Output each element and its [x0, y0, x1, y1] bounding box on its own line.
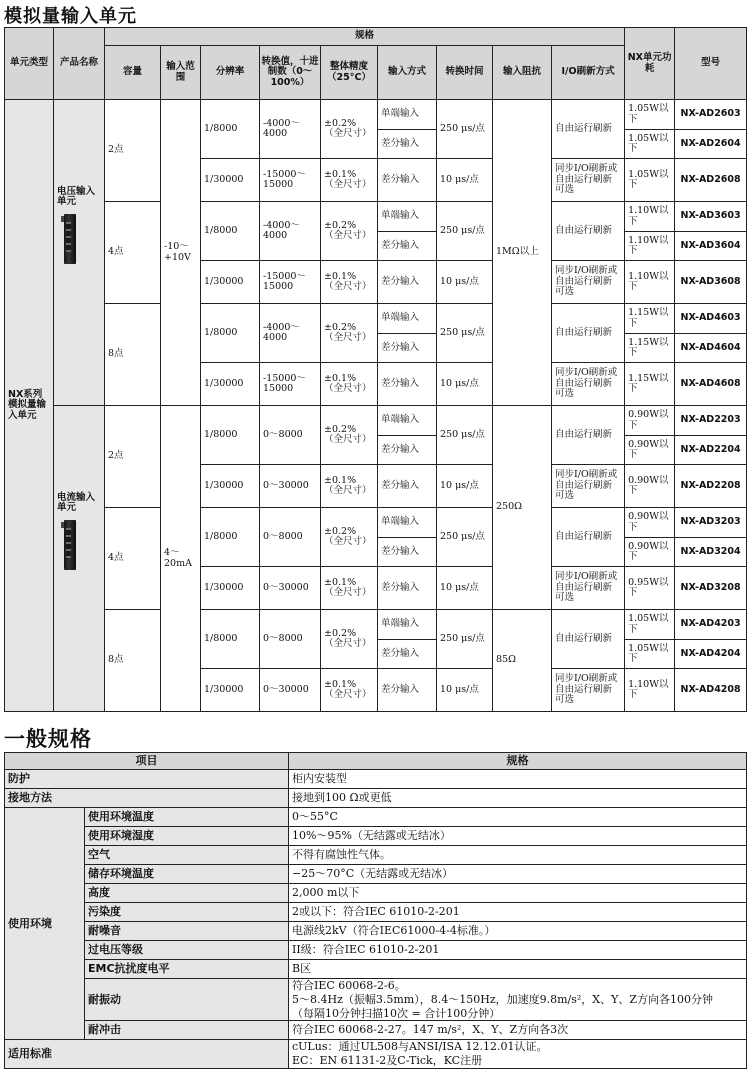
- header-capacity: 容量: [105, 46, 161, 100]
- input-method-cell: 差分输入: [378, 232, 437, 261]
- section-title-general-spec: 一般规格: [4, 727, 92, 751]
- header-item: 项目: [5, 753, 289, 770]
- power-cell: 1.05W以下: [625, 130, 675, 159]
- resolution-cell: 1/30000: [201, 669, 260, 712]
- power-cell: 0.90W以下: [625, 538, 675, 567]
- resolution-cell: 1/8000: [201, 406, 260, 465]
- input-method-cell: 差分输入: [378, 538, 437, 567]
- input-method-cell: 差分输入: [378, 669, 437, 712]
- power-cell: 1.10W以下: [625, 202, 675, 232]
- input-method-cell: 单端输入: [378, 406, 437, 436]
- header-io-refresh: I/O刷新方式: [552, 46, 625, 100]
- refresh-cell: 自由运行刷新: [552, 100, 625, 159]
- product-voltage-input: [54, 100, 105, 406]
- model-cell: NX-AD2203: [675, 406, 747, 436]
- accuracy-cell: ±0.2%（全尺寸）: [321, 508, 378, 567]
- header-conversion: 转换值，十进制数（0～100%）: [260, 46, 321, 100]
- header-conversion-time: 转换时间: [437, 46, 493, 100]
- accuracy-cell: ±0.2%（全尺寸）: [321, 202, 378, 261]
- accuracy-cell: ±0.1%（全尺寸）: [321, 567, 378, 610]
- conversion-time-cell: 250 μs/点: [437, 610, 493, 669]
- power-cell: 0.90W以下: [625, 508, 675, 538]
- spec-grounding: 接地到100 Ω或更低: [289, 789, 747, 808]
- header-spec: 规格: [289, 753, 747, 770]
- refresh-cell: 自由运行刷新: [552, 610, 625, 669]
- analog-input-spec-table: [4, 27, 747, 712]
- resolution-cell: 1/30000: [201, 261, 260, 304]
- header-accuracy: 整体精度（25°C）: [321, 46, 378, 100]
- item-grounding: 接地方法: [5, 789, 289, 808]
- model-cell: NX-AD3604: [675, 232, 747, 261]
- model-cell: NX-AD2603: [675, 100, 747, 130]
- resolution-cell: 1/8000: [201, 304, 260, 363]
- header-unit-type: 单元类型: [5, 28, 54, 100]
- item-atmosphere: 空气: [85, 846, 289, 865]
- accuracy-cell: ±0.1%（全尺寸）: [321, 363, 378, 406]
- header-spec: 规格: [105, 28, 625, 46]
- input-range-voltage: -10～+10V: [161, 100, 201, 406]
- input-method-cell: 差分输入: [378, 130, 437, 159]
- input-method-cell: 差分输入: [378, 465, 437, 508]
- refresh-cell: 自由运行刷新: [552, 304, 625, 363]
- spec-emc-level: B区: [289, 960, 747, 979]
- spec-shock: 符合IEC 60068-2-27。147 m/s²，X、Y、Z方向各3次: [289, 1021, 747, 1040]
- capacity-cell: 2点: [105, 100, 161, 202]
- accuracy-cell: ±0.2%（全尺寸）: [321, 406, 378, 465]
- spec-operating-temp: 0～55°C: [289, 808, 747, 827]
- spec-pollution: 2或以下：符合IEC 61010-2-201: [289, 903, 747, 922]
- model-cell: NX-AD3208: [675, 567, 747, 610]
- input-method-cell: 单端输入: [378, 202, 437, 232]
- capacity-cell: 8点: [105, 304, 161, 406]
- accuracy-cell: ±0.1%（全尺寸）: [321, 465, 378, 508]
- header-model: 型号: [675, 28, 747, 100]
- model-cell: NX-AD3204: [675, 538, 747, 567]
- item-pollution: 污染度: [85, 903, 289, 922]
- resolution-cell: 1/8000: [201, 610, 260, 669]
- model-cell: NX-AD4604: [675, 334, 747, 363]
- conversion-cell: -4000～4000: [260, 100, 321, 159]
- input-method-cell: 单端输入: [378, 304, 437, 334]
- conversion-cell: -15000～15000: [260, 363, 321, 406]
- conversion-cell: 0～30000: [260, 669, 321, 712]
- model-cell: NX-AD3203: [675, 508, 747, 538]
- conversion-time-cell: 250 μs/点: [437, 406, 493, 465]
- spec-altitude: 2,000 m以下: [289, 884, 747, 903]
- item-operating-humidity: 使用环境湿度: [85, 827, 289, 846]
- impedance-current-250: 250Ω: [493, 406, 552, 610]
- conversion-time-cell: 10 μs/点: [437, 159, 493, 202]
- model-cell: NX-AD4204: [675, 640, 747, 669]
- model-cell: NX-AD2608: [675, 159, 747, 202]
- input-range-current: 4～20mA: [161, 406, 201, 712]
- input-method-cell: 单端输入: [378, 610, 437, 640]
- power-cell: 1.05W以下: [625, 159, 675, 202]
- header-resolution: 分辨率: [201, 46, 260, 100]
- input-method-cell: 差分输入: [378, 567, 437, 610]
- item-noise-immunity: 耐噪音: [85, 922, 289, 941]
- spec-vibration: [289, 979, 747, 1021]
- conversion-cell: -15000～15000: [260, 261, 321, 304]
- accuracy-cell: ±0.2%（全尺寸）: [321, 610, 378, 669]
- item-standards: 适用标准: [5, 1040, 289, 1069]
- input-method-cell: 差分输入: [378, 261, 437, 304]
- conversion-time-cell: 10 μs/点: [437, 261, 493, 304]
- capacity-cell: 4点: [105, 202, 161, 304]
- conversion-cell: -4000～4000: [260, 202, 321, 261]
- item-vibration: 耐振动: [85, 979, 289, 1021]
- power-cell: 0.90W以下: [625, 465, 675, 508]
- power-cell: 0.95W以下: [625, 567, 675, 610]
- conversion-cell: 0～8000: [260, 508, 321, 567]
- product-current-input: [54, 406, 105, 712]
- model-cell: NX-AD4608: [675, 363, 747, 406]
- spec-atmosphere: 不得有腐蚀性气体。: [289, 846, 747, 865]
- impedance-current-85: 85Ω: [493, 610, 552, 712]
- spec-vibration-line: 5～8.4Hz（振幅3.5mm），8.4～150Hz，加速度9.8m/s²，X、Y、Z方向各100分钟: [292, 992, 714, 1006]
- spec-standards-line: EC：EN 61131-2及C-Tick，KC注册: [292, 1054, 483, 1067]
- input-method-cell: 单端输入: [378, 100, 437, 130]
- resolution-cell: 1/8000: [201, 202, 260, 261]
- model-cell: NX-AD3608: [675, 261, 747, 304]
- power-cell: 1.10W以下: [625, 232, 675, 261]
- power-cell: 1.10W以下: [625, 669, 675, 712]
- header-power: NX单元功耗: [625, 28, 675, 100]
- model-cell: NX-AD3603: [675, 202, 747, 232]
- impedance-voltage: 1MΩ以上: [493, 100, 552, 406]
- header-input-range: 输入范围: [161, 46, 201, 100]
- product-current-label: 电流输入单元: [57, 492, 96, 514]
- spec-standards: [289, 1040, 747, 1069]
- conversion-time-cell: 10 μs/点: [437, 567, 493, 610]
- refresh-cell: 同步I/O刷新或自由运行刷新可选: [552, 159, 625, 202]
- spec-vibration-line: （每隔10分钟扫描10次 = 合计100分钟）: [292, 1006, 501, 1020]
- spec-standards-line: cULus：通过UL508与ANSI/ISA 12.12.01认证。: [292, 1040, 548, 1054]
- item-emc-level: EMC抗扰度电平: [85, 960, 289, 979]
- refresh-cell: 同步I/O刷新或自由运行刷新可选: [552, 669, 625, 712]
- resolution-cell: 1/30000: [201, 567, 260, 610]
- accuracy-cell: ±0.1%（全尺寸）: [321, 159, 378, 202]
- conversion-cell: 0～30000: [260, 567, 321, 610]
- header-product-name: 产品名称: [54, 28, 105, 100]
- model-cell: NX-AD2204: [675, 436, 747, 465]
- power-cell: 1.05W以下: [625, 610, 675, 640]
- accuracy-cell: ±0.1%（全尺寸）: [321, 261, 378, 304]
- capacity-cell: 2点: [105, 406, 161, 508]
- conversion-time-cell: 250 μs/点: [437, 100, 493, 159]
- item-storage-temp: 储存环境温度: [85, 865, 289, 884]
- conversion-cell: 0～8000: [260, 406, 321, 465]
- power-cell: 0.90W以下: [625, 406, 675, 436]
- item-operating-temp: 使用环境温度: [85, 808, 289, 827]
- item-altitude: 高度: [85, 884, 289, 903]
- capacity-cell: 4点: [105, 508, 161, 610]
- unit-type-cell: NX系列模拟量输入单元: [5, 100, 54, 712]
- current-module-image: [64, 520, 76, 570]
- spec-storage-temp: −25～70°C（无结露或无结冰）: [289, 865, 747, 884]
- power-cell: 1.15W以下: [625, 334, 675, 363]
- general-spec-table: [4, 752, 747, 1069]
- item-shock: 耐冲击: [85, 1021, 289, 1040]
- model-cell: NX-AD4603: [675, 304, 747, 334]
- conversion-time-cell: 250 μs/点: [437, 304, 493, 363]
- power-cell: 0.90W以下: [625, 436, 675, 465]
- conversion-time-cell: 250 μs/点: [437, 202, 493, 261]
- spec-vibration-line: 符合IEC 60068-2-6。: [292, 979, 406, 992]
- item-env-group: 使用环境: [5, 808, 85, 1040]
- product-voltage-label: 电压输入单元: [57, 186, 96, 208]
- refresh-cell: 自由运行刷新: [552, 202, 625, 261]
- conversion-cell: 0～30000: [260, 465, 321, 508]
- input-method-cell: 差分输入: [378, 159, 437, 202]
- spec-overvoltage: II级：符合IEC 61010-2-201: [289, 941, 747, 960]
- accuracy-cell: ±0.1%（全尺寸）: [321, 669, 378, 712]
- conversion-cell: 0～8000: [260, 610, 321, 669]
- refresh-cell: 自由运行刷新: [552, 508, 625, 567]
- resolution-cell: 1/8000: [201, 508, 260, 567]
- model-cell: NX-AD2208: [675, 465, 747, 508]
- conversion-cell: -15000～15000: [260, 159, 321, 202]
- model-cell: NX-AD4208: [675, 669, 747, 712]
- refresh-cell: 同步I/O刷新或自由运行刷新可选: [552, 363, 625, 406]
- input-method-cell: 差分输入: [378, 363, 437, 406]
- model-cell: NX-AD2604: [675, 130, 747, 159]
- conversion-time-cell: 250 μs/点: [437, 508, 493, 567]
- power-cell: 1.10W以下: [625, 261, 675, 304]
- capacity-cell: 8点: [105, 610, 161, 712]
- accuracy-cell: ±0.2%（全尺寸）: [321, 304, 378, 363]
- conversion-time-cell: 10 μs/点: [437, 363, 493, 406]
- input-method-cell: 差分输入: [378, 640, 437, 669]
- input-method-cell: 差分输入: [378, 334, 437, 363]
- accuracy-cell: ±0.2%（全尺寸）: [321, 100, 378, 159]
- power-cell: 1.15W以下: [625, 363, 675, 406]
- spec-noise-immunity: 电源线2kV（符合IEC61000-4-4标准。）: [289, 922, 747, 941]
- refresh-cell: 同步I/O刷新或自由运行刷新可选: [552, 465, 625, 508]
- refresh-cell: 同步I/O刷新或自由运行刷新可选: [552, 261, 625, 304]
- item-overvoltage: 过电压等级: [85, 941, 289, 960]
- conversion-time-cell: 10 μs/点: [437, 465, 493, 508]
- voltage-module-image: [64, 214, 76, 264]
- section-title-analog-input: 模拟量输入单元: [4, 6, 137, 27]
- resolution-cell: 1/30000: [201, 465, 260, 508]
- item-protection: 防护: [5, 770, 289, 789]
- refresh-cell: 同步I/O刷新或自由运行刷新可选: [552, 567, 625, 610]
- header-input-impedance: 输入阻抗: [493, 46, 552, 100]
- resolution-cell: 1/30000: [201, 363, 260, 406]
- power-cell: 1.05W以下: [625, 640, 675, 669]
- conversion-cell: -4000～4000: [260, 304, 321, 363]
- resolution-cell: 1/8000: [201, 100, 260, 159]
- power-cell: 1.15W以下: [625, 304, 675, 334]
- resolution-cell: 1/30000: [201, 159, 260, 202]
- power-cell: 1.05W以下: [625, 100, 675, 130]
- conversion-time-cell: 10 μs/点: [437, 669, 493, 712]
- spec-protection: 柜内安装型: [289, 770, 747, 789]
- spec-operating-humidity: 10%～95%（无结露或无结冰）: [289, 827, 747, 846]
- refresh-cell: 自由运行刷新: [552, 406, 625, 465]
- model-cell: NX-AD4203: [675, 610, 747, 640]
- input-method-cell: 差分输入: [378, 436, 437, 465]
- header-input-method: 输入方式: [378, 46, 437, 100]
- input-method-cell: 单端输入: [378, 508, 437, 538]
